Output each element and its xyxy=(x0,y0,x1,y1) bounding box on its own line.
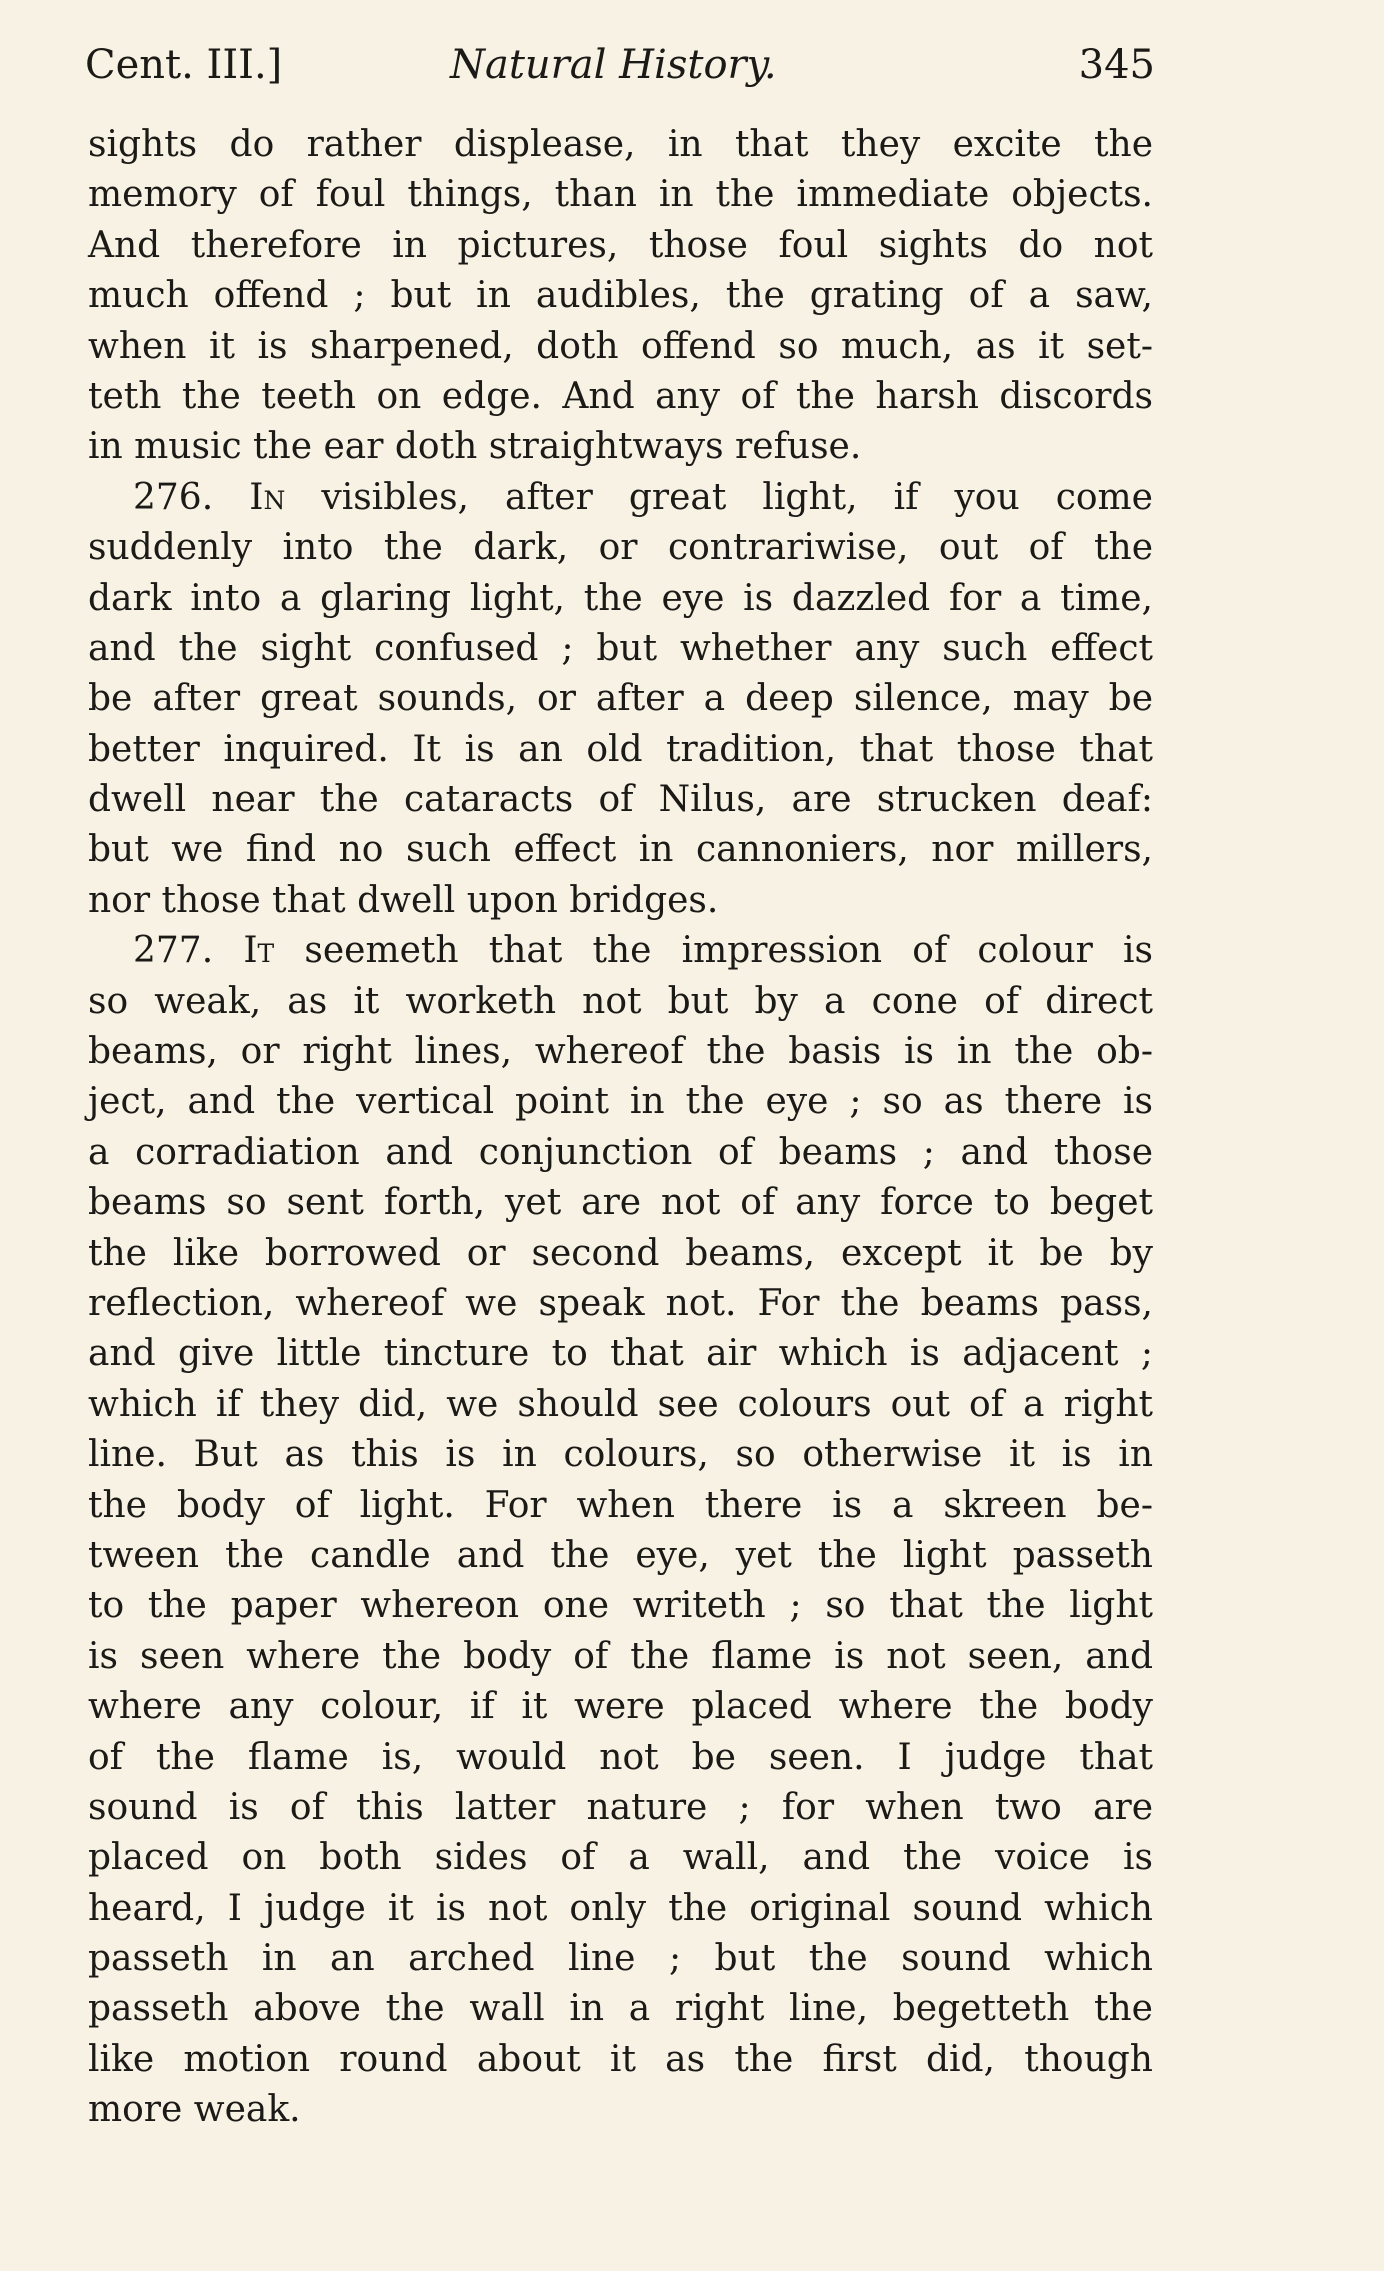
running-header xyxy=(85,42,1155,98)
text-line: reflection, whereof we speak not. For the beams pass, xyxy=(88,1282,1153,1324)
paragraph-276-first-line xyxy=(88,473,1153,523)
text-line: much offend ; but in audibles, the grating of a saw, xyxy=(88,275,1153,317)
text-line: sights do rather displease, in that they excite the xyxy=(88,124,1153,165)
paragraph-number: 276. xyxy=(133,476,214,518)
text-line: sound is of this latter nature ; for when two are xyxy=(88,1786,1153,1828)
paragraph-number: 277. xyxy=(133,930,214,972)
text-line: dwell near the cataracts of Nilus, are strucken deaf: xyxy=(88,779,1153,821)
text-line: passeth in an arched line ; but the sound which xyxy=(88,1938,1153,1980)
page-number: 345 xyxy=(1078,42,1155,88)
text-line: dark into a glaring light, the eye is dazzled for a time, xyxy=(88,577,1153,619)
first-line-text: visibles, after great light, if you come xyxy=(321,476,1153,518)
text-line: the like borrowed or second beams, except it be by xyxy=(88,1232,1153,1274)
text-line: beams, or right lines, whereof the basis is in the ob- xyxy=(88,1031,1153,1073)
header-title: Natural History. xyxy=(450,42,777,88)
paragraph-277-first-line xyxy=(88,926,1153,976)
body-text xyxy=(88,120,1153,2136)
text-line: the body of light. For when there is a skreen be- xyxy=(88,1484,1153,1526)
text-line: passeth above the wall in a right line, begetteth the xyxy=(88,1988,1153,2030)
text-line: more weak. xyxy=(88,2089,301,2131)
text-line: ject, and the vertical point in the eye ; so as there is xyxy=(88,1081,1153,1123)
header-century: Cent. III.] xyxy=(85,42,283,88)
text-line: and give little tincture to that air which is adjacent ; xyxy=(88,1333,1153,1375)
drop-word-rest: t xyxy=(257,930,275,972)
text-line: better inquired. It is an old tradition, that those that xyxy=(88,728,1153,770)
drop-word-cap: I xyxy=(249,476,264,518)
text-line: in music the ear doth straightways refuse. xyxy=(88,426,862,468)
text-line: where any colour, if it were placed where the body xyxy=(88,1686,1153,1728)
text-line: tween the candle and the eye, yet the light passeth xyxy=(88,1534,1153,1576)
text-line: so weak, as it worketh not but by a cone of direct xyxy=(88,980,1153,1022)
text-line: but we find no such effect in cannoniers, nor millers, xyxy=(88,829,1153,871)
text-line: of the flame is, would not be seen. I judge that xyxy=(88,1736,1153,1778)
text-line: to the paper whereon one writeth ; so that the light xyxy=(88,1585,1153,1627)
text-line: is seen where the body of the flame is not seen, and xyxy=(88,1635,1153,1677)
text-line: line. But as this is in colours, so otherwise it is in xyxy=(88,1434,1153,1476)
text-line: which if they did, we should see colours out of a right xyxy=(88,1383,1153,1425)
text-line: a corradiation and conjunction of beams ; and those xyxy=(88,1131,1153,1173)
text-line: heard, I judge it is not only the original sound which xyxy=(88,1887,1153,1929)
text-line: beams so sent forth, yet are not of any force to beget xyxy=(88,1182,1153,1224)
text-line: when it is sharpened, doth offend so much, as it set- xyxy=(88,325,1153,367)
first-line-text: seemeth that the impression of colour is xyxy=(304,930,1153,972)
drop-word-rest: n xyxy=(263,476,286,518)
text-line: placed on both sides of a wall, and the voice is xyxy=(88,1837,1153,1879)
text-line: suddenly into the dark, or contrariwise, out of the xyxy=(88,527,1153,569)
drop-word-cap: I xyxy=(243,930,258,972)
text-line: like motion round about it as the first did, though xyxy=(88,2038,1153,2080)
text-line: teth the teeth on edge. And any of the harsh discords xyxy=(88,375,1153,417)
text-line: be after great sounds, or after a deep silence, may be xyxy=(88,678,1153,720)
text-line: memory of foul things, than in the immediate objects. xyxy=(88,174,1153,216)
text-line: And therefore in pictures, those foul sights do not xyxy=(88,224,1153,266)
text-line: nor those that dwell upon bridges. xyxy=(88,879,719,921)
text-line: and the sight confused ; but whether any such effect xyxy=(88,627,1153,669)
